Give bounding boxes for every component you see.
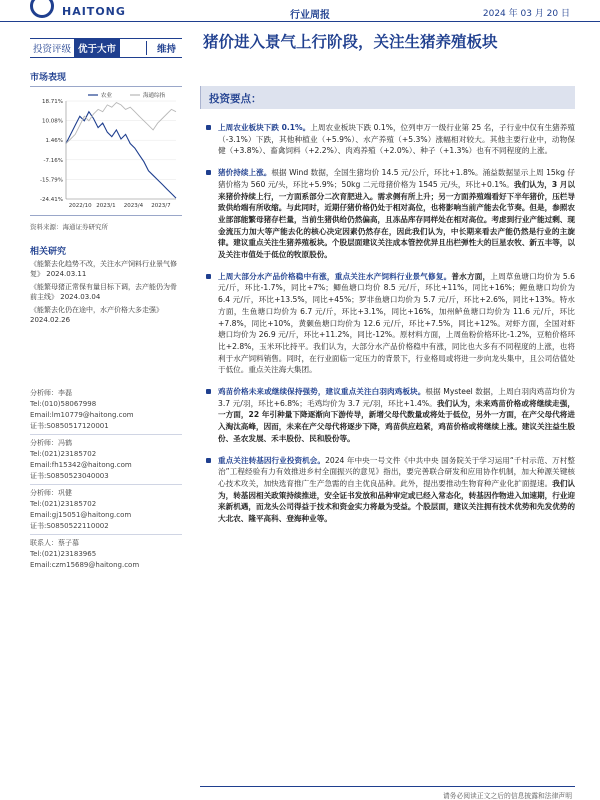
paragraph-lead: 上周农业板块下跌 0.1%。 [218, 123, 311, 132]
bullet-icon [206, 274, 211, 279]
key-point-paragraph [205, 122, 575, 157]
analyst-email[interactable]: Email:fh15342@haitong.com [30, 461, 132, 469]
related-list [30, 256, 182, 325]
paragraph-emphasis: 我们认为，3 月以来猪价持续上行，一方面系部分二次育肥进入。需求侧有所上升；另一方面养殖端看好下半年猪价，压栏导致供给端有所收缩。与此同时，近期仔猪价格仍处于相对高位，也将影响当前产能去化节奏。但是，参照农业部部能繁母猪存栏量，当前生猪供给仍然偏高，且冻品库存同样处在相对高位。考虑到行业产能过剩、现金流压力加大等产能去化的核心决定因素仍然存在，因此我们认为，中长期来看去产能仍然是行业的主旋律。建议重点关注生猪养殖板块。个股层面建议关注成本管控优异且出栏弹性大的巨星农牧、新五丰等，以及关注市值处于低位的牧原股份。 [218, 179, 575, 260]
analyst-divider [30, 484, 182, 485]
rating-label: 投资评级 [33, 44, 72, 55]
footer-line [200, 786, 575, 787]
x-tick-label: 2022/10 [68, 203, 92, 209]
y-tick-label: 18.71% [42, 99, 63, 105]
report-date: 2024 年 03 月 20 日 [482, 9, 570, 19]
x-tick-label: 2023/4 [123, 203, 144, 209]
analyst-cert: 证书:S0850523040003 [30, 472, 109, 480]
analyst-divider [30, 434, 182, 435]
key-point-paragraph [205, 386, 575, 445]
analyst-cert: 证书:S0850517120001 [30, 422, 109, 430]
related-item-title: 《能繁去化仍在途中，水产价格大多走强》 [30, 306, 163, 314]
legend-label: 农业 [101, 93, 113, 99]
x-tick-label: 2023/1 [96, 203, 116, 209]
rating-action: 维持 [146, 41, 182, 55]
analyst-name: 分析师：巩健 [30, 489, 72, 497]
key-point-paragraph [205, 167, 575, 261]
bullet-icon [206, 170, 211, 175]
related-item-date: 2024.03.11 [46, 270, 87, 278]
haitong-logo [30, 0, 160, 20]
analyst-cert: 证书:S0850522110002 [30, 522, 109, 530]
y-tick-label: -7.16% [43, 157, 63, 164]
paragraph-text: 根据 Mysteel 数据，上周白羽肉鸡苗均价为 3.7 元/羽，环比+6.8%；毛鸡均价为 3.7 元/羽，环比+1.4%。 [218, 387, 576, 408]
report-type: 行业周报 [290, 10, 330, 21]
investment-rating [30, 38, 182, 58]
paragraph-emphasis: 我们认为，未来鸡苗价格或将继续走强，一方面，22 年引种量下降逐渐向下游传导，新增父母代数量或将处于低位，另外一方面，在产父母代将进入淘汰高峰，因而，未来在产父母代将逐步下降，鸡苗供应趋紧，鸡苗价格或将继续上涨。建议关注益生股份、圣农发展、禾丰股份、民和股份等。 [218, 398, 576, 443]
report-title: 猪价进入景气上行阶段，关注生猪养殖板块 [203, 32, 498, 51]
analyst-divider [30, 534, 182, 535]
related-heading: 相关研究 [30, 247, 67, 257]
bullet-icon [206, 458, 211, 463]
analyst-email[interactable]: Email:gj15051@haitong.com [30, 511, 132, 519]
series-line [66, 112, 176, 198]
analyst-name: 分析师：李磊 [30, 389, 72, 397]
analyst-email[interactable]: Email:lm10779@haitong.com [30, 411, 134, 419]
key-point-paragraph [205, 271, 575, 376]
contact-tel: Tel:(021)23183965 [30, 550, 97, 558]
contact-email[interactable]: Email:czm15689@haitong.com [30, 561, 140, 569]
paragraph-lead: 鸡苗价格未来或继续保持强势，建议重点关注白羽肉鸡板块。 [218, 387, 426, 397]
logo-mark-icon [30, 0, 54, 18]
related-item-title: 《能繁母猪正常保有量目标下调，去产能仍为骨前主线》 [30, 283, 177, 301]
bullet-icon [206, 125, 211, 130]
key-points-body [205, 122, 575, 525]
analyst-list [30, 388, 182, 571]
paragraph-text: 上周草鱼塘口均价为 5.6 元/斤，环比-1.7%，同比+7%；鲫鱼塘口均价 8.5 元/斤，环比+11%，同比+16%；鲤鱼塘口均价为 6.4 元/斤，环比+13.5%，同比+45%；罗非鱼塘口均价为 5.7 元/斤，环比+2.6%，同比+13%。特水方面，生鱼塘口均价为 6.7 元/斤，环比+3.1%，同比+16%，加州鲈鱼塘口均价为 11.6 元/斤，环比+7.8%，同比+10%，黄颡鱼塘口均价为 12.6 元/斤，环比+7.5%，同比+12%。对虾方面，全国对虾塘口均价为 26.9 元/斤，环比+11.2%，同比-12%。原材料方面，上周鱼粉价格环比-1.2%，豆粕价格环比+2.8%，玉米环比持平。我们认为，大部分水产品价格稳中有涨，同比也大多有不同程度的上涨，也将利于水产饲料销售。同时，在行业面临一定压力的背景下，行业格局或将进一步向龙头集中，且公司估值处于低位。重点关注海大集团。 [218, 271, 576, 375]
paragraph-text: 上周农业板块下跌 0.1%，位列申万一级行业第 25 名，子行业中仅有生猪养殖（-3.1%）下跌，其他种植业（+5.9%）、水产养殖（+5.3%）涨幅相对较大。其他主要行业中，动物保健（+3.8%）、畜禽饲料（+2.2%）、肉鸡养殖（+2.0%）、种子（+1.3%）也有不同程度的上涨。 [218, 123, 575, 156]
key-points-bar [200, 86, 575, 109]
paragraph-lead: 重点关注转基因行业投资机会。 [218, 455, 326, 465]
related-item[interactable] [30, 305, 182, 325]
y-tick-label: 10.08% [42, 118, 63, 125]
legend-label: 海通综指 [143, 93, 166, 99]
analyst-name: 分析师：冯鹤 [30, 439, 72, 447]
chart-source: 资料来源：海通证券研究所 [30, 223, 108, 231]
rating-value: 优于大市 [74, 38, 120, 58]
paragraph-lead: 猪价持续上涨。 [218, 168, 272, 178]
paragraph-emphasis: 我们认为，转基因相关政策持续推进，安全证书发放和品种审定或已经入常态化，转基因作物进入加速期，行业迎来新机遇，而龙头公司得益于技术和资金实力将最为受益。个股层面，建议关注拥有技术优势和先发优势的大北农、隆平高科、登海种业等。 [218, 478, 576, 524]
market-chart [30, 86, 182, 216]
market-heading: 市场表现 [30, 73, 67, 83]
page-header [0, 0, 600, 22]
y-tick-label: 1.46% [45, 138, 63, 145]
analyst-tel: Tel:(010)58067998 [30, 400, 97, 408]
market-chart-svg [30, 87, 182, 217]
series-line [66, 103, 176, 144]
paragraph-emphasis: 普水方面， [451, 271, 491, 281]
bullet-icon [206, 389, 211, 394]
footer-disclaimer: 请务必阅读正文之后的信息披露和法律声明 [442, 792, 572, 800]
paragraph-text: 2024 年中央一号文件《中共中央 国务院关于学习运用“千村示范、万村整治”工程经验有力有效推进乡村全面振兴的意见》指出，要完善联合研发和应用协作机制，加大种源关键核心技术攻关，加快选育推广生产急需的自主优良品种。此外，提出要推动生物育种产业化扩面提速。 [218, 455, 576, 488]
brand-text: HAITONG [62, 5, 126, 18]
related-item-title: 《能繁去化趋势不改，关注水产饲料行业景气修复》 [30, 260, 177, 278]
related-item[interactable] [30, 259, 182, 279]
analyst-tel: Tel:(021)23185702 [30, 500, 97, 508]
x-tick-label: 2023/7 [151, 203, 171, 209]
related-item-date: 2024.03.04 [60, 293, 101, 301]
key-points-label: 投资要点： [209, 93, 262, 105]
related-item[interactable] [30, 282, 182, 302]
paragraph-lead: 上周大部分水产品价格稳中有涨，重点关注水产饲料行业景气修复。 [218, 271, 452, 281]
key-point-paragraph [205, 455, 575, 525]
analyst-tel: Tel:(021)23185702 [30, 450, 97, 458]
y-tick-label: -24.41% [40, 197, 63, 203]
related-item-date: 2024.02.26 [30, 316, 71, 324]
y-tick-label: -15.79% [40, 177, 63, 184]
contact-name: 联系人：蔡子慕 [30, 539, 79, 547]
paragraph-text: 根据 Wind 数据，全国生猪均价 14.5 元/公斤，环比+1.8%。涌益数据显示上周 15kg 仔猪价格为 560 元/头，环比+5.9%；50kg 二元母猪价格为 1545 元/头，环比+0.1%。 [218, 168, 575, 189]
